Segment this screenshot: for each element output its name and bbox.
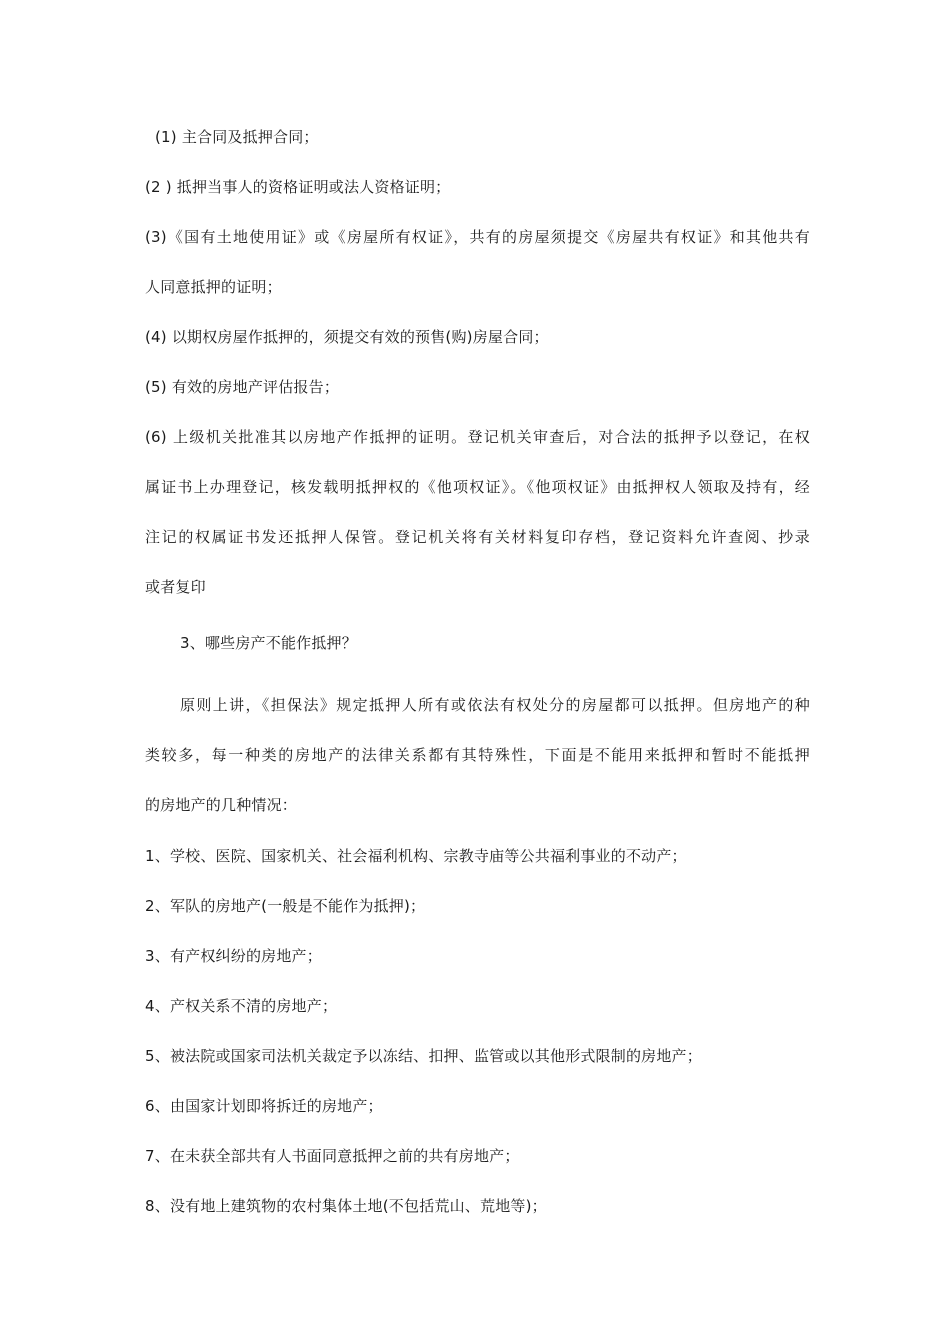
paragraph-line-1: 原则上讲，《担保法》规定抵押人所有或依法有权处分的房屋都可以抵押。但房地产的种 xyxy=(180,696,810,714)
list-item-6-line-3: 注记的权属证书发还抵押人保管。登记机关将有关材料复印存档，登记资料允许查阅、抄录 xyxy=(145,528,810,546)
restriction-item-3: 3、有产权纠纷的房地产； xyxy=(145,947,322,965)
restriction-item-5: 5、被法院或国家司法机关裁定予以冻结、扣押、监管或以其他形式限制的房地产； xyxy=(145,1047,702,1065)
list-item-6-line-2: 属证书上办理登记，核发载明抵押权的《他项权证》。《他项权证》由抵押权人领取及持有，经 xyxy=(145,478,810,496)
restriction-item-2: 2、军队的房地产(一般是不能作为抵押)； xyxy=(145,897,426,915)
section-heading: 3、哪些房产不能作抵押？ xyxy=(180,634,357,652)
restriction-item-7: 7、在未获全部共有人书面同意抵押之前的共有房地产； xyxy=(145,1147,520,1165)
restriction-item-1: 1、学校、医院、国家机关、社会福利机构、宗教寺庙等公共福利事业的不动产； xyxy=(145,847,687,865)
list-item-5: (5) 有效的房地产评估报告； xyxy=(145,378,340,396)
paragraph-line-2: 类较多，每一种类的房地产的法律关系都有其特殊性，下面是不能用来抵押和暂时不能抵押 xyxy=(145,746,810,764)
restriction-item-4: 4、产权关系不清的房地产； xyxy=(145,997,338,1015)
list-item-3-line-1: (3)《国有土地使用证》或《房屋所有权证》，共有的房屋须提交《房屋共有权证》和其他共有 xyxy=(145,228,810,246)
list-item-6-line-1: (6) 上级机关批准其以房地产作抵押的证明。登记机关审查后，对合法的抵押予以登记，在权 xyxy=(145,428,810,446)
paragraph-line-3: 的房地产的几种情况： xyxy=(145,796,298,814)
list-item-4: (4) 以期权房屋作抵押的，须提交有效的预售(购)房屋合同； xyxy=(145,328,549,346)
restriction-item-6: 6、由国家计划即将拆迁的房地产； xyxy=(145,1097,383,1115)
list-item-3-line-2: 人同意抵押的证明； xyxy=(145,278,282,296)
list-item-6-line-4: 或者复印 xyxy=(145,578,206,596)
list-item-1: (1) 主合同及抵押合同； xyxy=(155,128,319,146)
list-item-2: (2 ) 抵押当事人的资格证明或法人资格证明； xyxy=(145,178,451,196)
restriction-item-8: 8、没有地上建筑物的农村集体土地(不包括荒山、荒地等)； xyxy=(145,1197,547,1215)
